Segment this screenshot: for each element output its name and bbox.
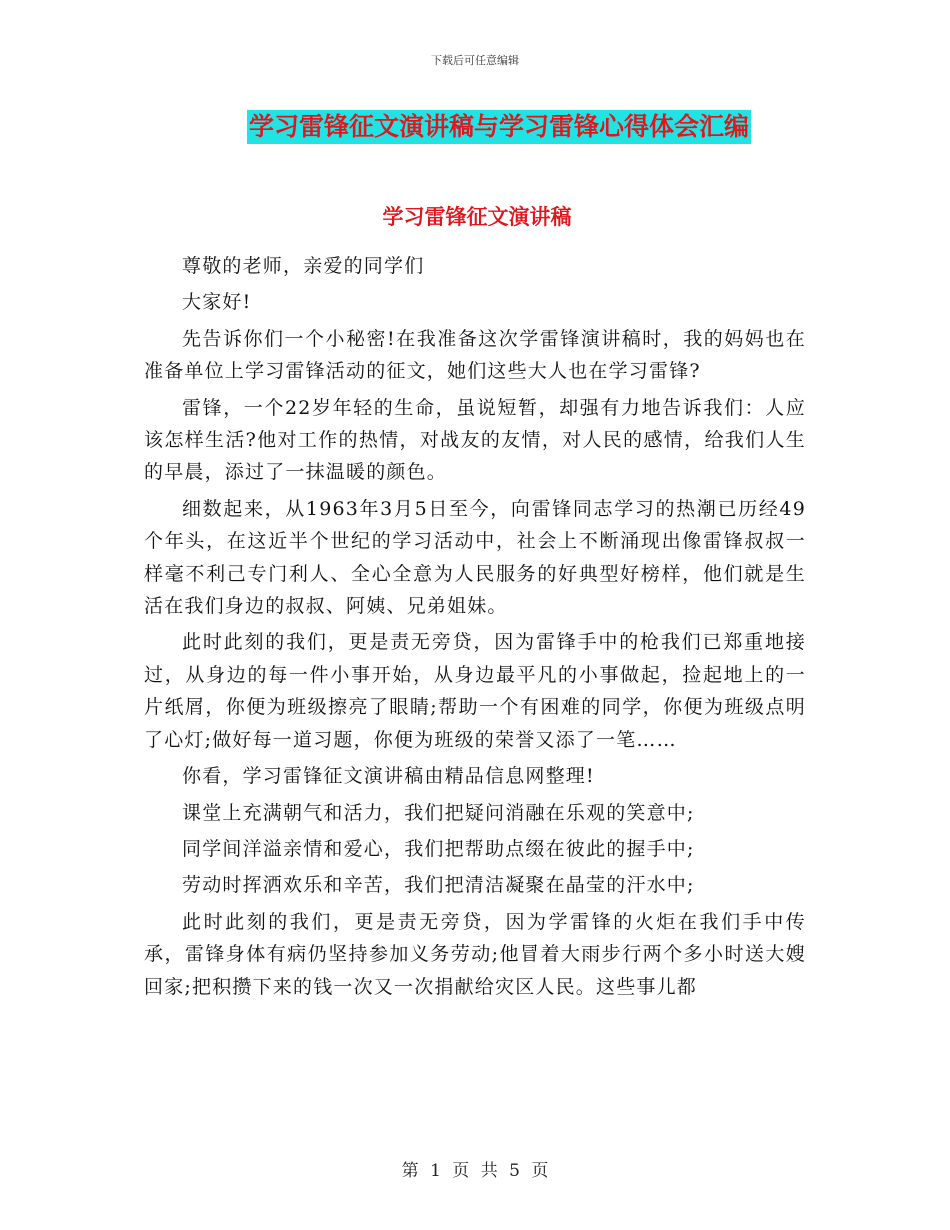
paragraph: 课堂上充满朝气和活力，我们把疑问消融在乐观的笑意中; xyxy=(182,801,695,824)
paragraph: 你看，学习雷锋征文演讲稿由精品信息网整理! xyxy=(182,765,595,788)
page-number-footer: 第 1 页 共 5 页 xyxy=(401,1161,549,1181)
paragraph: 劳动时挥洒欢乐和辛苦，我们把清洁凝聚在晶莹的汗水中; xyxy=(182,874,695,897)
paragraph-salutation: 尊敬的老师，亲爱的同学们 xyxy=(182,255,425,277)
section-title: 学习雷锋征文演讲稿 xyxy=(382,205,572,229)
paragraph: 细数起来，从1963年3月5日至今，向雷锋同志学习的热潮已历经49个年头，在这近半个世纪的学习活动中，社会上不断涌现出像雷锋叔叔一样毫不利己专门利人、全心全意为人民服务的好典型好榜样，他们就是生活在我们身边的叔叔、阿姨、兄弟姐妹。 xyxy=(144,497,806,618)
page-header-note: 下载后可任意编辑 xyxy=(431,54,519,67)
main-title-container xyxy=(0,110,950,144)
paragraph: 同学间洋溢亲情和爱心，我们把帮助点缀在彼此的握手中; xyxy=(182,837,695,860)
document-body xyxy=(144,250,806,1003)
paragraph: 先告诉你们一个小秘密!在我准备这次学雷锋演讲稿时，我的妈妈也在准备单位上学习雷锋活动的征文，她们这些大人也在学习雷锋? xyxy=(144,327,806,383)
paragraph-greeting: 大家好! xyxy=(182,291,252,314)
paragraph: 雷锋，一个22岁年轻的生命，虽说短暂，却强有力地告诉我们：人应该怎样生活?他对工作的热情，对战友的友情，对人民的感情，给我们人生的早晨，添过了一抹温暖的颜色。 xyxy=(144,396,806,484)
document-main-title: 学习雷锋征文演讲稿与学习雷锋心得体会汇编 xyxy=(247,110,751,144)
paragraph: 此时此刻的我们，更是责无旁贷，因为学雷锋的火炬在我们手中传承，雷锋身体有病仍坚持参加义务劳动;他冒着大雨步行两个多小时送大嫂回家;把积攒下来的钱一次又一次捐献给灾区人民。这些事儿都 xyxy=(144,910,806,998)
paragraph: 此时此刻的我们，更是责无旁贷，因为雷锋手中的枪我们已郑重地接过，从身边的每一件小事开始，从身边最平凡的小事做起，捡起地上的一片纸屑，你便为班级擦亮了眼睛;帮助一个有困难的同学，你便为班级点明了心灯;做好每一道习题，你便为班级的荣誉又添了一笔…… xyxy=(144,631,806,751)
